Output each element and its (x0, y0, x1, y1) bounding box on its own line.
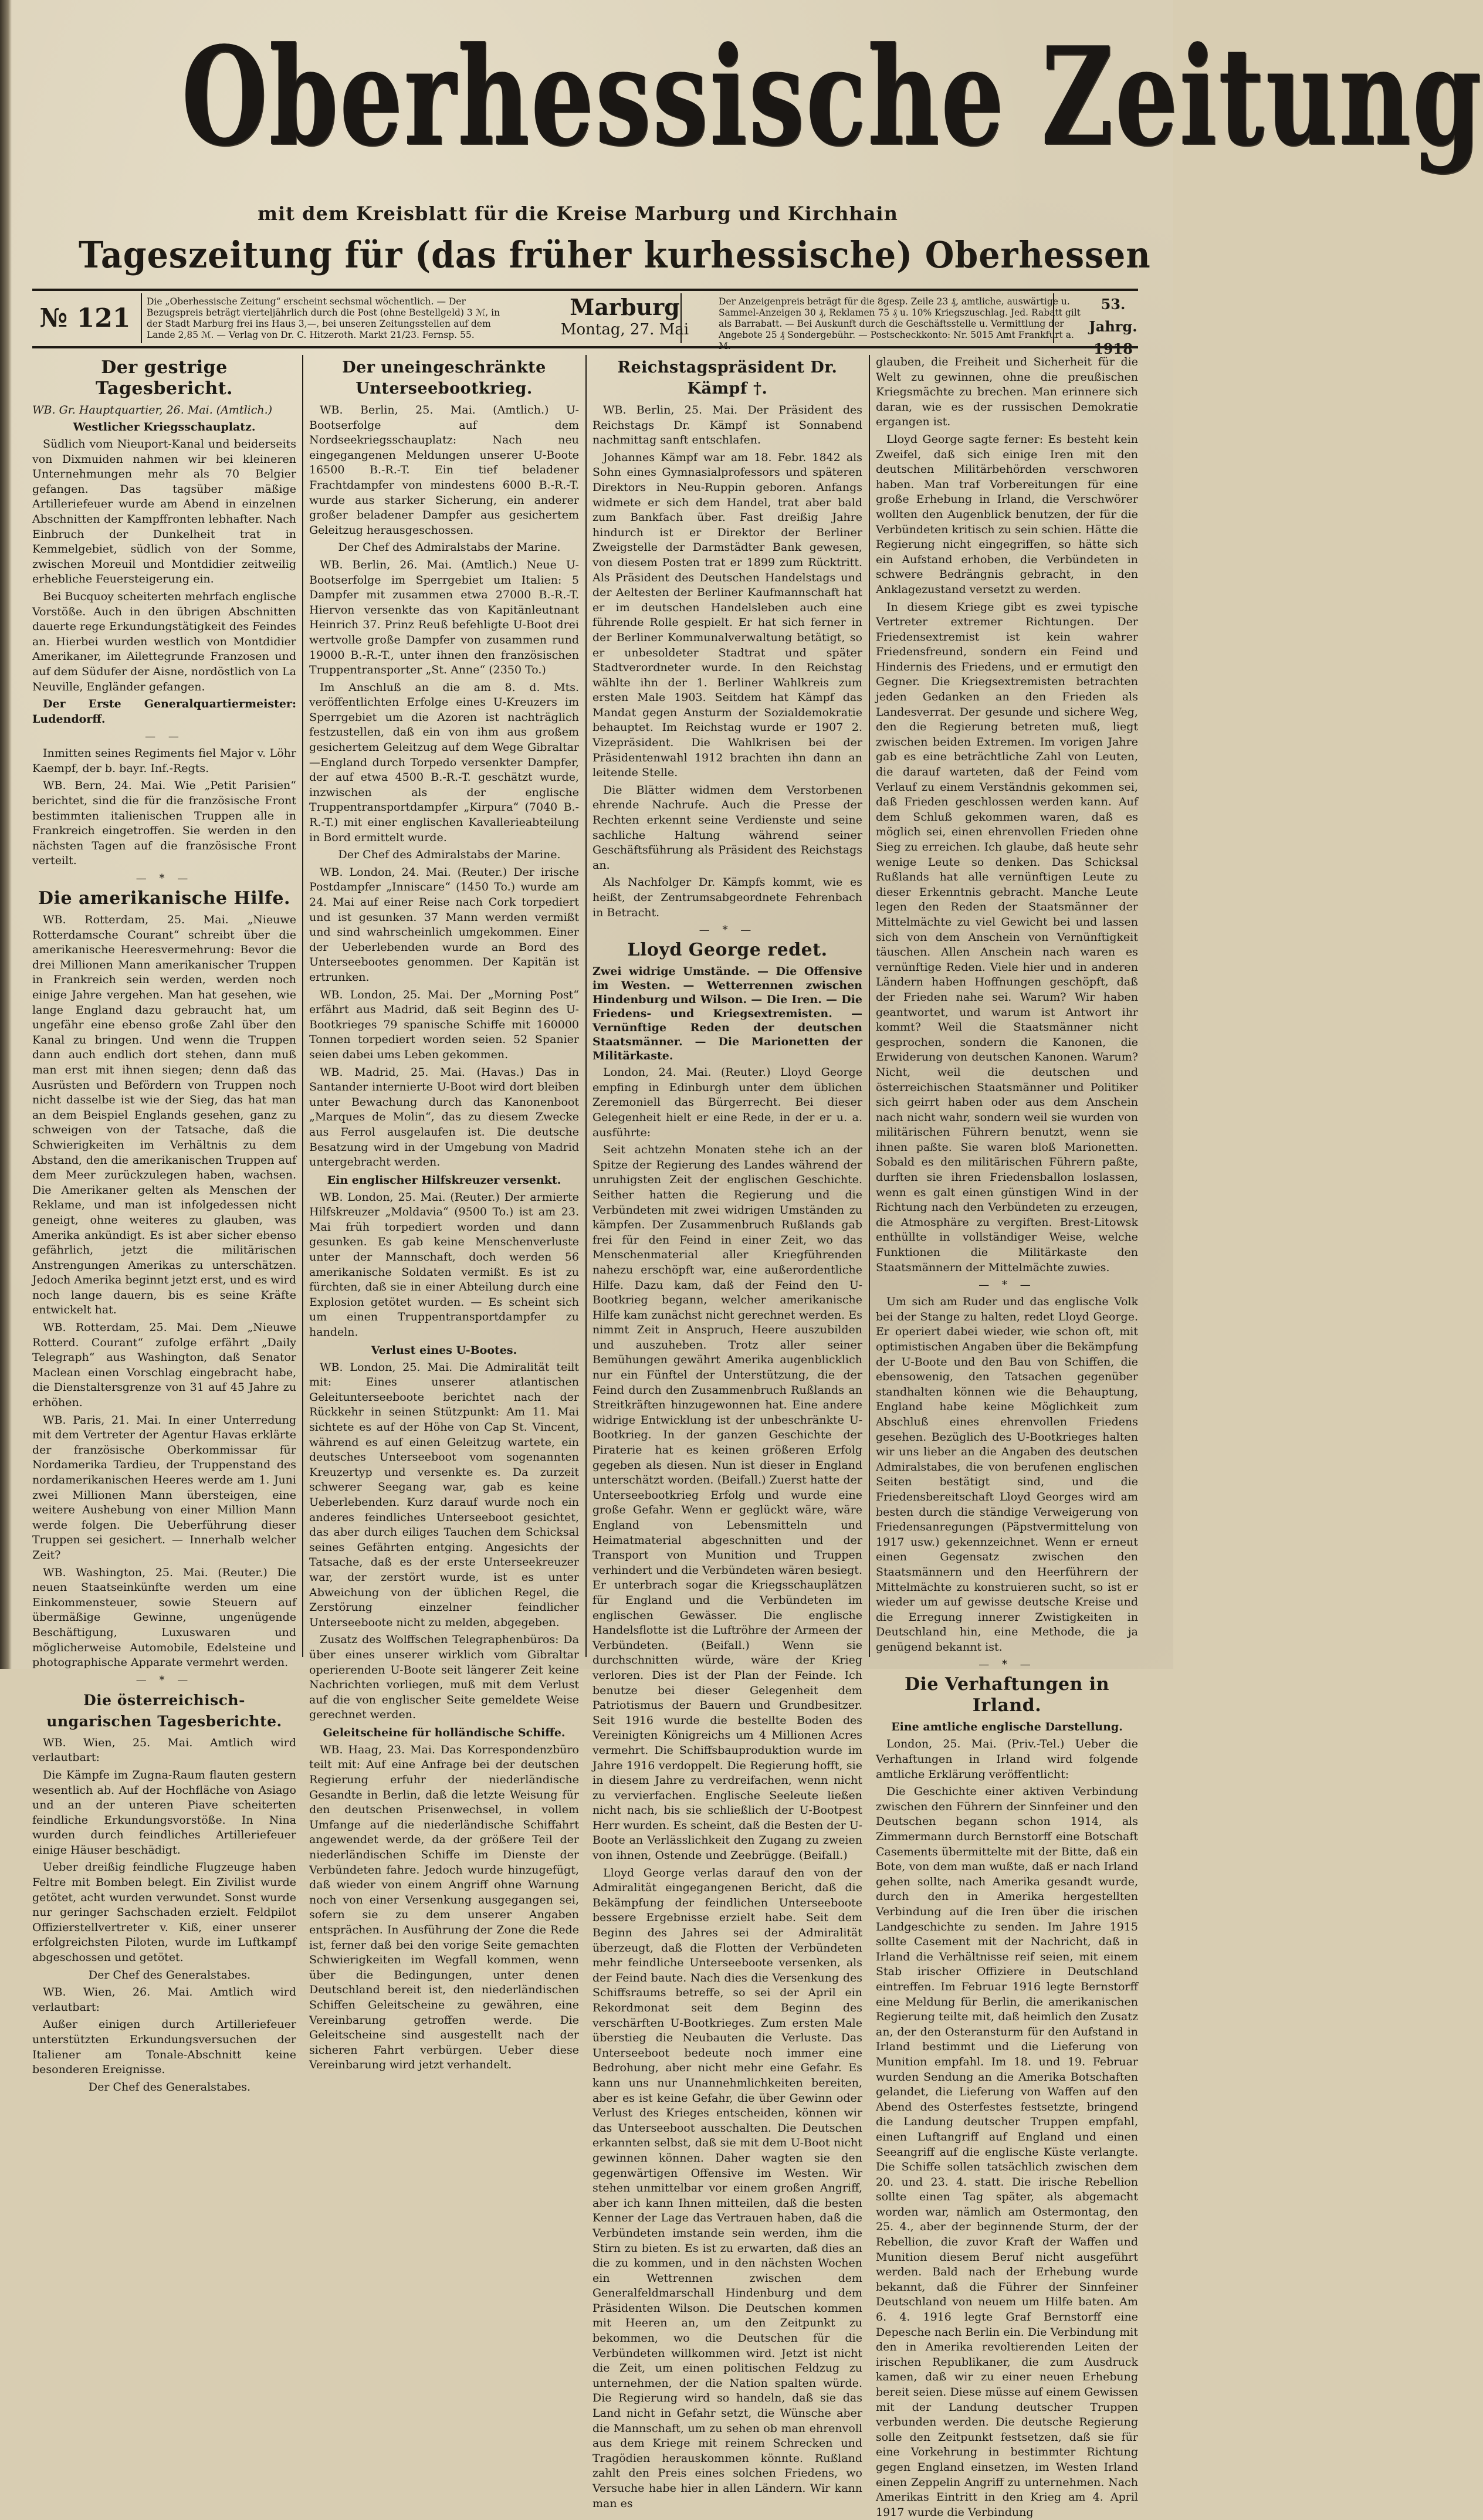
article-paragraph: Bei Bucquoy scheiterten mehrfach englische Vorstöße. Auch in den übrigen Abschnitten dauerte rege Erkundungstätigkeit des Feindes an. Hierbei wurden westlich von Montdidier Amerikaner, im Ailettegrunde Franzosen und auf dem Südufer der Aisne, nordöstlich von La Neuville, Engländer gefangen. (32, 590, 296, 693)
article-paragraph: WB. Wien, 26. Mai. Amtlich wird verlautbart: (32, 1986, 296, 2014)
section-separator: — * — (136, 1674, 193, 1686)
section-separator: — * — (978, 1658, 1035, 1671)
column-3 (592, 355, 862, 2510)
advertising-notice: Der Anzeigenpreis beträgt für die 8gesp. Zeile 23 ₰, amtliche, auswärtige u. Sammel-Anzeigen 30 ₰, Reklamen 75 ₰ u. 10% Kriegszuschlag. Jed. Rabatt gilt als Barrabatt. — Bei Auskunft durch die Geschäftsstelle u. Vermittlung der Angebote 25 ₰ Sondergebühr. — Postscheckkonto: Nr. 5015 Amt Frankfurt a. M. (719, 296, 1081, 351)
article-paragraph: glauben, die Freiheit und Sicherheit für die Welt zu gewinnen, ohne die preußischen Kriegsmächte zu brechen. Man erinnere sich daran, wie es der russischen Demokratie ergangen ist. (876, 355, 1138, 429)
section-separator: — * — (699, 924, 756, 937)
dateline-box (537, 293, 713, 343)
masthead (35, 12, 1483, 188)
article-paragraph: In diesem Kriege gibt es zwei typische Vertreter extremer Richtungen. Der Friedensextremist ist kein wahrer Friedensfreund, sondern ein Feind und Hindernis des Friedens, und er ermutigt den Gegner. Die Kriegsextremisten betrachten jeden Gedanken an den Frieden als Landesverrat. Der gesunde und sichere Weg, den die Regierung betreten muß, liegt zwischen beiden Extremen. Im vorigen Jahre gab es eine beträchtliche Zahl von Leuten, die darauf warteten, daß der Feind vom Verlauf zu einem Verständnis gekommen sei, daß Frieden geschlossen werden kann. Auf dem Schluß gekommen waren, daß es möglich sei, einen ehrenvollen Frieden ohne Sieg zu erreichen. Ich glaube, daß heute sehr wenige Leute so denken. Das Schicksal Rußlands hat alle vernünftigen Leute zu dieser Erkenntnis gebracht. Manche Leute legen den Reden der Staatsmänner der Mittelmächte zu viel Gewicht bei und lassen sich von dem Anschein von Vernünftigkeit täuschen. Allen Anschein nach waren es vernünftige Reden. Viele hier und in anderen Ländern haben Hoffnungen geschöpft, daß der Frieden nahe sei. Warum? Wir haben geantwortet, und warum ist Antwort ihr kommt? Weil die Staatsmänner nicht gesprochen, sondern die Kanonen, die Erwiderung von deutschen Kanonen. Warum? Nicht, weil die deutschen und österreichischen Staatsmänner und Politiker sich geirrt haben oder aus dem Anschein nach nicht wahr, sondern weil sie wurden von militärischen Führern benutzt, wenn sie ihnen paßte. Sie waren bloß Marionetten. Sobald es den militärischen Führern paßte, durften sie ihren Friedensballon loslassen, wenn es galt einen günstigen Wind in der Richtung nach den Verbündeten zu erzeugen, die Atmosphäre zu vergiften. Brest-Litowsk enthüllte in vollständiger Weise, welche Funktionen die Militärkaste den Staatsmännern der Mittelmächte zuwies. (876, 600, 1138, 1274)
issue-date: Montag, 27. Mai (560, 321, 689, 338)
article-paragraph: WB. Haag, 23. Mai. Das Korrespondenzbüro teilt mit: Auf eine Anfrage bei der deutschen Regierung erfuhr der niederländische Gesandte in Berlin, daß die letzte Weisung für den deutschen Prisenwechsel, in vollem Umfange auf die niederländische Schiffahrt angewendet werde, da der größere Teil der niederländischen Schiffe im Dienste der Verbündeten fahre. Jedoch wurde hinzugefügt, daß wieder von einem Angriff ohne Warnung noch von einer Versenkung ausgegangen sei, sofern sie zu dem unserer Angaben entsprächen. In Ausführung der Zone die Rede ist, ferner daß bei den vorige Seite gemachten Schwierigkeiten im Wegfall kommen, wenn über die Bedingungen, unter denen Deutschland bereit ist, den niederländischen Schiffen Geleitscheine zu gewähren, eine Vereinbarung getroffen werde. Die Geleitscheine sind ausgestellt nach der sicheren Fahrt verbürgen. Ueber diese Vereinbarung wird jetzt verhandelt. (309, 1743, 579, 2072)
article-deck: Zwei widrige Umstände. — Die Offensive im Westen. — Wetterrennen zwischen Hindenburg und Wilson. — Die Iren. — Die Friedens- und Kriegsextremisten. — Vernünftige Reden der deutschen Staatsmänner. — Die Marionetten der Militärkaste. (592, 965, 862, 1063)
section-separator: — * — (978, 1279, 1035, 1292)
volume-number: 53. Jahrg. (1089, 296, 1137, 335)
column-rule (869, 355, 870, 1657)
article-paragraph: WB. London, 25. Mai. Der „Morning Post“ erfährt aus Madrid, daß seit Beginn des U-Bootkrieges 79 spanische Schiffe mit 160000 Tonnen torpediert worden seien. 52 Spanier seien dabei ums Leben gekommen. (309, 988, 579, 1061)
article-paragraph: Lloyd George sagte ferner: Es besteht kein Zweifel, daß sich einige Iren mit den deutschen Militärbehörden verschworen haben. Man traf Vorbereitungen für eine große Erhebung in Irland, die Verschwörer wollten den Augenblick benutzen, der für die Verbündeten kritisch zu sein schien. Hätte die Regierung nicht eingegriffen, so hätte sich ein Aufstand erhoben, die Verbündeten in schwere Bedrängnis gebracht, in den Anklagezustand versetzt zu werden. (876, 432, 1138, 596)
article-paragraph: London, 25. Mai. (Priv.-Tel.) Ueber die Verhaftungen in Irland wird folgende amtliche Erklärung veröffentlicht: (876, 1737, 1138, 1781)
article-signature: Der Chef des Generalstabes. (88, 1968, 251, 1982)
article-subheading: Ein englischer Hilfskreuzer versenkt. (327, 1173, 561, 1187)
article-paragraph: WB. Wien, 25. Mai. Amtlich wird verlautbart: (32, 1736, 296, 1764)
subscription-notice: Die „Oberhessische Zeitung“ erscheint sechsmal wöchentlich. — Der Bezugspreis beträgt vierteljährlich durch die Post (ohne Bestellgeld) 3 ℳ, in der Stadt Marburg frei ins Haus 3,—, bei unseren Zeitungsstellen auf dem Lande 2,85 ℳ. — Verlag von Dr. C. Hitzeroth. Markt 21/23. Fernsp. 55. (147, 296, 500, 340)
column-1 (32, 355, 296, 2094)
article-subheading: Eine amtliche englische Darstellung. (891, 1720, 1123, 1734)
headline-reichstag-president: Reichstagspräsident Dr. Kämpf †. (617, 358, 838, 398)
article-paragraph: WB. Berlin, 25. Mai. Der Präsident des Reichstags Dr. Kämpf ist Sonnabend nachmittag sanft entschlafen. (592, 404, 862, 447)
volume-box (1088, 293, 1138, 357)
headline-ireland-arrests: Die Verhaftungen in Irland. (904, 1674, 1110, 1716)
article-paragraph: Inmitten seines Regiments fiel Major v. Löhr Kaempf, der b. bayr. Inf.-Regts. (32, 747, 296, 775)
city-name: Marburg (570, 294, 680, 320)
article-paragraph: WB. Washington, 25. Mai. (Reuter.) Die neuen Staatseinkünfte werden um eine Einkommensteuer, sowie Steuern auf übermäßige Gewinne, ungenügende Beschäftigung, Luxuswaren und möglicherweise Automobile, Edelsteine und photographische Apparate vermehrt werden. (32, 1566, 296, 1669)
article-paragraph: London, 24. Mai. (Reuter.) Lloyd George empfing in Edinburgh unter dem üblichen Zeremoniell das Bürgerrecht. Bei dieser Gelegenheit hielt er eine Rede, in der er u. a. ausführte: (592, 1066, 862, 1139)
article-paragraph: Im Anschluß an die am 8. d. Mts. veröffentlichten Erfolge eines U-Kreuzers im Sperrgebiet um die Azoren ist nachträglich festzustellen, daß ein von ihm aus großem gesichertem Geleitzug auf dem Wege Gibraltar—England durch Torpedo versenkter Dampfer, der auf etwa 4500 B.-R.-T. geschätzt wurde, inzwischen als der englische Truppentransportdampfer „Kirpura“ (7040 B.-R.-T.) mit einer englischen Kavallerieabteilung in Bord ermittelt wurde. (309, 680, 579, 844)
article-paragraph: WB. London, 24. Mai. (Reuter.) Der irische Postdampfer „Inniscare“ (1450 To.) wurde am 24. Mai auf einer Reise nach Cork torpediert und ist gesunken. 37 Mann werden vermißt und sind wahrscheinlich umgekommen. Einer der Ueberlebenden wurde an Bord des Unterseebootes genommen. Der Kapitän ist ertrunken. (309, 865, 579, 984)
article-dateline: WB. Gr. Hauptquartier, 26. Mai. (Amtlich.) (32, 404, 273, 416)
article-paragraph: WB. Berlin, 25. Mai. (Amtlich.) U-Bootserfolge auf dem Nordseekriegsschauplatz: Nach neu eingegangenen Meldungen unserer U-Boote 16500 B.-R.-T. Ein tief beladener Frachtdampfer von mindestens 6000 B.-R.-T. wurde aus starker Sicherung, ein anderer großer beladener Dampfer aus gesichertem Geleitzug herausgeschossen. (309, 404, 579, 537)
article-paragraph: Die Geschichte einer aktiven Verbindung zwischen den Führern der Sinnfeiner und den Deutschen begann schon 1914, als Zimmermann durch Bernstorff eine Botschaft Casements übermittelte mit der Bitte, daß ein Bote, von dem man wußte, daß er nach Irland gehen sollte, nach Amerika gesandt wurde, durch den in Amerika hergestellten Verbindung auf die Iren über die irischen Landgeschichte zu senden. Im Jahre 1915 sollte Casement mit der Nachricht, daß in Irland die Verhältnisse reif seien, mit einem Stab irischer Offiziere in Deutschland eintreffen. Im Februar 1916 legte Bernstorff eine Meldung für Berlin, die amerikanischen Regierung teilte mit, daß heimlich den Zusatz an, der den Osteransturm für den Aufstand in Irland bestimmt und die Lieferung von Munition empfahl. Im 18. und 19. Februar wurden Sendung an die Amerika Botschaften gelandet, die Lieferung von Waffen auf den Abend des Osterfestes festsetzte, bringend die Landung deutscher Truppen empfahl, einen Luftangriff auf England und einen Seeangriff auf die englische Küste verlangte. Die Schiffe sollen tatsächlich zwischen dem 20. und 23. 4. statt. Die irische Rebellion sollte einen Tag später, als abgemacht worden war, nämlich am Ostermontag, den 25. 4., aber der beginnende Sturm, der der Rebellion, die zuvor Kraft der Waffen und Munition diesem Beruf nicht ausgeführt werden. Bald nach der Erhebung wurde bekannt, daß die Führer der Sinnfeiner Deutschland von neuem um Hilfe baten. Am 6. 4. 1916 legte Graf Bernstorff eine Depesche nach Berlin ein. Die Verbindung mit den in Amerika revoltierenden Leiten der irischen Republikaner, die zum Ausdruck kamen, daß wir zu einer neuen Erhebung bereit seien. Diese müsse auf einem Gewissen mit der Landung deutscher Truppen verbunden werden. Die deutsche Regierung solle den Zeitpunkt festsetzen, daß sie für eine Vorkehrung in bestimmter Richtung gegen England einsetzen, im Westen Irland einen Zeppelin Angriff zu unternehmen. Nach Amerikas Eintritt in den Krieg am 4. April 1917 wurde die Verbindung (876, 1785, 1138, 2519)
article-signature: Der Chef des Admiralstabs der Marine. (338, 848, 561, 862)
article-subheading: Geleitscheine für holländische Schiffe. (323, 1726, 566, 1739)
article-paragraph: Lloyd George verlas darauf den von der Admiralität eingegangenen Bericht, daß die Bekämpfung der feindlichen Unterseeboote bessere Ergebnisse erzielt habe. Seit dem Beginn des Jahres sei der Admiralität überzeugt, daß die Flotten der Verbündeten mehr feindliche Unterseeboote versenken, als der Feind baute. Nach dies die Versenkung des Schiffsraums betreffe, so sei der April ein Rekordmonat seit dem Beginn des verschärften U-Bootkrieges. Zum ersten Male überstieg die Neubauten die Verluste. Das Unterseeboot bedeute noch immer eine Bedrohung, aber nicht mehr eine Gefahr. Es kann uns nur Unannehmlichkeiten bereiten, aber es ist keine Gefahr, die über Gewinn oder Verlust des Krieges entscheiden, können wir das Unterseeboot ausschalten. Die Deutschen erkannten selbst, daß sie mit dem U-Boot nicht gewinnen können. Daher wagten sie den gegenwärtigen Offensive im Westen. Wir stehen unmittelbar vor einem großen Angriff, aber ich kann Ihnen mitteilen, daß die besten Kenner der Lage das Vertrauen haben, daß die Verbündeten imstande sein werden, ihm die Stirn zu bieten. Es ist zu erwarten, daß dies an die zu kommen, und in den nächsten Wochen ein Wettrennen zwischen dem Generalfeldmarschall Hindenburg und dem Präsidenten Wilson. Die Deutschen kommen mit Heeren an, um den Zeitpunkt zu bekommen, wo die Deutschen für die Verbündeten willkommen wird. Jetzt ist nicht die Zeit, um einen politischen Feldzug zu unternehmen, der die Nation spalten würde. Die Regierung wird so handeln, daß sie das Land nicht in Gefahr setzt, die Wünsche aber die Mannschaft, um zu sehen ob man ehrenvoll aus dem Kriege mit reinem Schrecken und Tragödien herauskommen könnte. Rußland zahlt den Preis eines solchen Friedens, wo Versuche habe hier in allen Ländern. Wir kann man es (592, 1866, 862, 2510)
column-rule (302, 355, 303, 1657)
article-paragraph: Ueber dreißig feindliche Flugzeuge haben Feltre mit Bomben belegt. Ein Zivilist wurde getötet, acht wurden verwundet. Sonst wurde nur geringer Sachschaden erzielt. Feldpilot Offizierstellvertreter v. Kiß, einer unserer erfolgreichsten Piloten, wurde im Luftkampf abgeschossen und getötet. (32, 1861, 296, 1964)
article-subheading: Westlicher Kriegsschauplatz. (73, 421, 256, 433)
article-subheading: Verlust eines U-Bootes. (371, 1343, 517, 1357)
article-paragraph: WB. Bern, 24. Mai. Wie „Petit Parisien“ berichtet, sind die für die französische Front bestimmten italienischen Truppen alle in Frankreich eingetroffen. Sie werden in den nächsten Tagen auf die französische Front verteilt. (32, 779, 296, 868)
section-separator: — — (145, 730, 184, 743)
masthead-tagline: Tageszeitung für (das früher kurhessische) Oberhessen (79, 233, 1151, 276)
info-bar (32, 293, 1138, 357)
article-paragraph: WB. Madrid, 25. Mai. (Havas.) Das in Santander internierte U-Boot wird dort bleiben unter Bewachung durch das Kanonenboot „Marques de Molin“, das zu diesem Zwecke aus Ferrol ausgelaufen ist. Die deutsche Besatzung wird in der Umgebung von Madrid untergebracht werden. (309, 1065, 579, 1169)
page-edge-shadow (0, 0, 12, 1669)
article-signature: Der Chef des Admiralstabs der Marine. (338, 541, 561, 554)
article-paragraph: WB. Rotterdam, 25. Mai. Dem „Nieuwe Rotterd. Courant“ zufolge erfährt „Daily Telegraph“ aus Washington, daß Senator Maclean einen Vorschlag eingebracht habe, die Dienstaltersgrenze von 31 auf 45 Jahre zu erhöhen. (32, 1321, 296, 1410)
headline-lloyd-george: Lloyd George redet. (627, 940, 828, 961)
article-paragraph: WB. Rotterdam, 25. Mai. „Nieuwe Rotterdamsche Courant“ schreibt über die amerikanische Heeresvermehrung: Bevor die drei Millionen Mann amerikanischer Truppen in Frankreich sein werden, werden noch einige Jahre vergehen. Man hat gesehen, wie lange England dazu gebraucht hat, um ungefähr eine ebenso große Zahl über den Kanal zu bringen. Und wenn die Truppen dann auch endlich dort stehen, dann muß man erst mit ihnen siegen; denn daß das Ausrüsten und Befördern von Truppen noch nicht dasselbe ist wie der Sieg, das hat man an dem Beispiel Englands gesehen, ganz zu schweigen von der Tatsache, daß die Schwierigkeiten im Verhältnis zu dem Abstand, den die amerikanischen Truppen auf dem Meer zurückzulegen haben, wachsen. Die Amerikaner gelten als Menschen der Reklame, und man ist infolgedessen nicht geneigt, ohne weiteres zu glauben, was Amerika ankündigt. Es ist aber sicher ebenso gefährlich, jetzt die militärischen Anstrengungen Amerikas zu unterschätzen. Jedoch Amerika beginnt jetzt erst, und es wird noch lange dauern, bis es seine Kräfte entwickelt hat. (32, 913, 296, 1317)
headline-austro-hungarian-reports: Die österreichisch-ungarischen Tagesberichte. (46, 1691, 282, 1730)
article-paragraph: Seit achtzehn Monaten stehe ich an der Spitze der Regierung des Landes während der unruhigsten Zeit der englischen Geschichte. Seither hatten die Regierung und die Verbündeten mit zwei widrigen Umständen zu kämpfen. Der Zusammenbruch Rußlands gab frei für den Feind in einer Zeit, wo das Menschenmaterial aller Kriegführenden nahezu erschöpft war, eine außerordentliche Hilfe. Dazu kam, daß der Feind den U-Bootkrieg begann, welcher amerikanische Hilfe kam zunächst nicht gerechnet werden. Es nimmt Zeit in Anspruch, Heere auszubilden und auszuheben. Trotz aller seiner Bemühungen gewährt Amerika augenblicklich nur ein Fünftel der Unterstützung, die der Feind durch den Zusammenbruch Rußlands an Streitkräften hinzugewonnen hat. Eine andere widrige Entwicklung ist der unbeschränkte U-Bootkrieg. In der ganzen Geschichte der Piraterie hat es keinen größeren Erfolg gegeben als diesen. Nun ist dieser in England unterschätzt worden. (Beifall.) Zuerst hatte der Unterseebootkrieg Erfolg und wurde eine große Gefahr. Wenn er geglückt wäre, wäre England von Lebensmitteln und Heimatmaterial abgeschnitten und der Transport von Munition und Truppen verhindert und die Verbündeten wären besiegt. Er unterbrach sogar die Kriegsschauplätzen für England und die Verbündeten im englischen Gewässer. Die englische Handelsflotte ist die Luftröhre der Armeen der Verbündeten. (Beifall.) Wenn sie durchschnitten würde, wäre der Krieg verloren. Dies ist der Plan der Feinde. Ich benutze bei dieser Gelegenheit dem Patriotismus der Bauern und Grundbesitzer. Seit 1916 wurde die bestellte Boden des Vereinigten Königreichs um 4 Millionen Acres vermehrt. Die Schiffsbauproduktion wurde im Jahre 1916 verdoppelt. Die Regierung hofft, sie in diesem Jahre zu verdreifachen, wenn nicht zu vervierfachen. Englische Seeleute ließen nicht nach, bis sie schließlich der U-Bootpest Herr wurden. Es scheint, daß die Besten der U-Boote an Verlässlichkeit den Zugang zu zweien von ihnen, Ostende und Zeebrügge. (Beifall.) (592, 1143, 862, 1862)
article-paragraph: WB. London, 25. Mai. Die Admiralität teilt mit: Eines unserer atlantischen Geleitunterseeboote berichtet nach der Rückkehr in seinen Stützpunkt: Am 11. Mai sichtete es auf der Höhe von Cap St. Vincent, während es auf einen Geleitzug wartete, ein deutsches Unterseeboot vom sogenannten Kreuzertyp und versenkte es. Da zurzeit schwerer Seegang war, gab es keine Ueberlebenden. Kurz darauf wurde noch ein anderes feindliches Unterseeboot gesichtet, das aber durch eiliges Tauchen dem Schicksal seines Gefährten entging. Angesichts der Tatsache, daß es der erste Unterseekreuzer war, der zerstört wurde, ist es unter Abweichung von der üblichen Regel, die Zerstörung einzelner feindlicher Unterseeboote nicht zu melden, abgegeben. (309, 1360, 579, 1629)
article-signature: Der Chef des Generalstabes. (88, 2080, 251, 2094)
masthead-subtitle: mit dem Kreisblatt für die Kreise Marburg und Kirchhain (258, 202, 898, 225)
article-paragraph: Die Kämpfe im Zugna-Raum flauten gestern wesentlich ab. Auf der Hochfläche von Asiago und an der unteren Piave scheiterten feindliche Erkundungsvorstöße. In Nina wurden durch feindliches Artilleriefeuer einige Häuser beschädigt. (32, 1768, 296, 1857)
article-paragraph: WB. London, 25. Mai. (Reuter.) Der armierte Hilfskreuzer „Moldavia“ (9500 To.) ist am 23. Mai früh torpediert worden und dann gesunken. Es gab keine Menschenverluste unter der Mannschaft, doch werden 56 amerikanische Soldaten vermißt. Es ist zu fürchten, daß sie in einer Abteilung durch eine Explosion getötet wurden. — Es scheint sich um einen Truppentransportdampfer zu handeln. (309, 1190, 579, 1339)
article-paragraph: Außer einigen durch Artilleriefeuer unterstützten Erkundungsversuchen der Italiener am Tonale-Abschnitt keine besonderen Ereignisse. (32, 2018, 296, 2077)
article-paragraph: Südlich vom Nieuport-Kanal und beiderseits von Dixmuiden nahmen wir bei kleineren Unternehmungen mehr als 70 Belgier gefangen. Das tagsüber mäßige Artilleriefeuer wurde am Abend in einzelnen Abschnitten der Kampffronten lebhafter. Nach Einbruch der Dunkelheit trat in Kemmelgebiet, südlich von der Somme, zwischen Moreuil und Montdidier zeitweilig erhebliche Feuersteigerung ein. (32, 438, 296, 586)
article-paragraph: Um sich am Ruder und das englische Volk bei der Stange zu halten, redet Lloyd George. Er operiert dabei wieder, wie schon oft, mit optimistischen Angaben über die Bekämpfung der U-Boote und den Bau von Schiffen, die ebensowenig, den Tatsachen gegenüber standhalten können wie die Behauptung, England habe keine Möglichkeit zum Abschluß eines ehrenvollen Friedens gesehen. Bezüglich des U-Bootkrieges halten wir uns lieber an die Angaben des deutschen Admiralstabes, die von berufenen englischen Seiten bestätigt sind, und die Friedensbereitschaft Lloyd Georges wird am besten durch die ständige Verweigerung von Friedensanregungen (Päpstvermittelung von 1917 usw.) gekennzeichnet. Wenn er erneut einen Gegensatz zwischen den Staatsmännern und den Heerführern der Mittelmächte zu konstruieren sucht, so ist er wieder um auf gewisse deutsche Kreise und die Erregung innerer Zwistigkeiten in Deutschland hin, eine Methode, die ja genügend bekannt ist. (876, 1295, 1138, 1654)
column-2 (309, 355, 579, 2072)
column-rule (585, 355, 587, 1657)
volume-year: 1918 (1093, 340, 1133, 357)
headline-submarine-war: Der uneingeschränkte Unterseebootkrieg. (342, 358, 546, 398)
headline-american-help: Die amerikanische Hilfe. (38, 888, 290, 909)
article-paragraph: Die Blätter widmen dem Verstorbenen ehrende Nachrufe. Auch die Presse der Rechten erkennt seine Verdienste und seine sachliche Haltung während seiner Geschäftsführung als Präsident des Reichstags an. (592, 783, 862, 872)
article-paragraph: WB. Paris, 21. Mai. In einer Unterredung mit dem Vertreter der Agentur Havas erklärte der französische Oberkommissar für Nordamerika Tardieu, der Truppenstand des nordamerikanischen Heeres werde am 1. Juni zwei Millionen Mann übersteigen, eine weitere Aushebung von einer Million Mann werde folgen. Die Ueberführung dieser Truppen sei gesichert. — Innerhalb welcher Zeit? (32, 1413, 296, 1562)
section-separator: — * — (136, 872, 193, 885)
masthead-rule-top (32, 289, 1138, 291)
article-paragraph: WB. Berlin, 26. Mai. (Amtlich.) Neue U-Bootserfolge im Sperrgebiet um Italien: 5 Dampfer mit zusammen etwa 27000 B.-R.-T. Hiervon versenkte das von Kapitänleutnant Heinrich 37. Prinz Reuß befehligte U-Boot drei wertvolle große Dampfer von zusammen rund 19000 B.-R.-T., unter ihnen den französischen Truppentransporter „St. Anne“ (2350 To.) (309, 558, 579, 677)
issue-number: № 121 (39, 303, 131, 333)
article-paragraph: Als Nachfolger Dr. Kämpfs kommt, wie es heißt, der Zentrumsabgeordnete Fehrenbach in Betracht. (592, 876, 862, 919)
article-signature: Der Erste Generalquartiermeister: Ludendorff. (32, 697, 296, 726)
article-paragraph: Zusatz des Wolffschen Telegraphenbüros: Da über eines unserer wirklich vom Gibraltar operierenden U-Boote seit längerer Zeit keine Nachrichten vorliegen, muß mit dem Verlust auf die von englischer Seite gemeldete Weise gerechnet werden. (309, 1633, 579, 1722)
masthead-rule-bottom (32, 346, 1138, 348)
article-paragraph: Johannes Kämpf war am 18. Febr. 1842 als Sohn eines Gymnasialprofessors und späteren Direktors in Neu-Ruppin geboren. Anfangs widmete er sich dem Handel, trat aber bald zum Bankfach über. Fast dreißig Jahre hindurch ist er Direktor der Berliner Zweigstelle der Darmstädter Bank gewesen, von diesem Posten trat er 1899 zum Rücktritt. Als Präsident des Deutschen Handelstags und der Aeltesten der Berliner Kaufmannschaft hat er im deutschen Handelsleben auch eine führende Rolle gespielt. Er hat sich ferner in der Berliner Kommunalverwaltung betätigt, so er unbesoldeter Stadtrat und später Stadtverordneter wurde. In den Reichstag wählte ihn der 1. Berliner Wahlkreis zum ersten Male 1903. Seitdem hat Kämpf das Mandat gegen Ansturm der Sozialdemokratie behauptet. Im Reichstag wurde er 1907 2. Vizepräsident. Die Wahlkrisen bei der Präsidentenwahl 1912 brachten ihn dann an leitende Stelle. (592, 451, 862, 780)
column-4 (876, 355, 1138, 2519)
headline-daily-report: Der gestrige Tagesbericht. (96, 357, 233, 399)
newspaper-title: Oberhessische Zeitung (181, 18, 1483, 176)
